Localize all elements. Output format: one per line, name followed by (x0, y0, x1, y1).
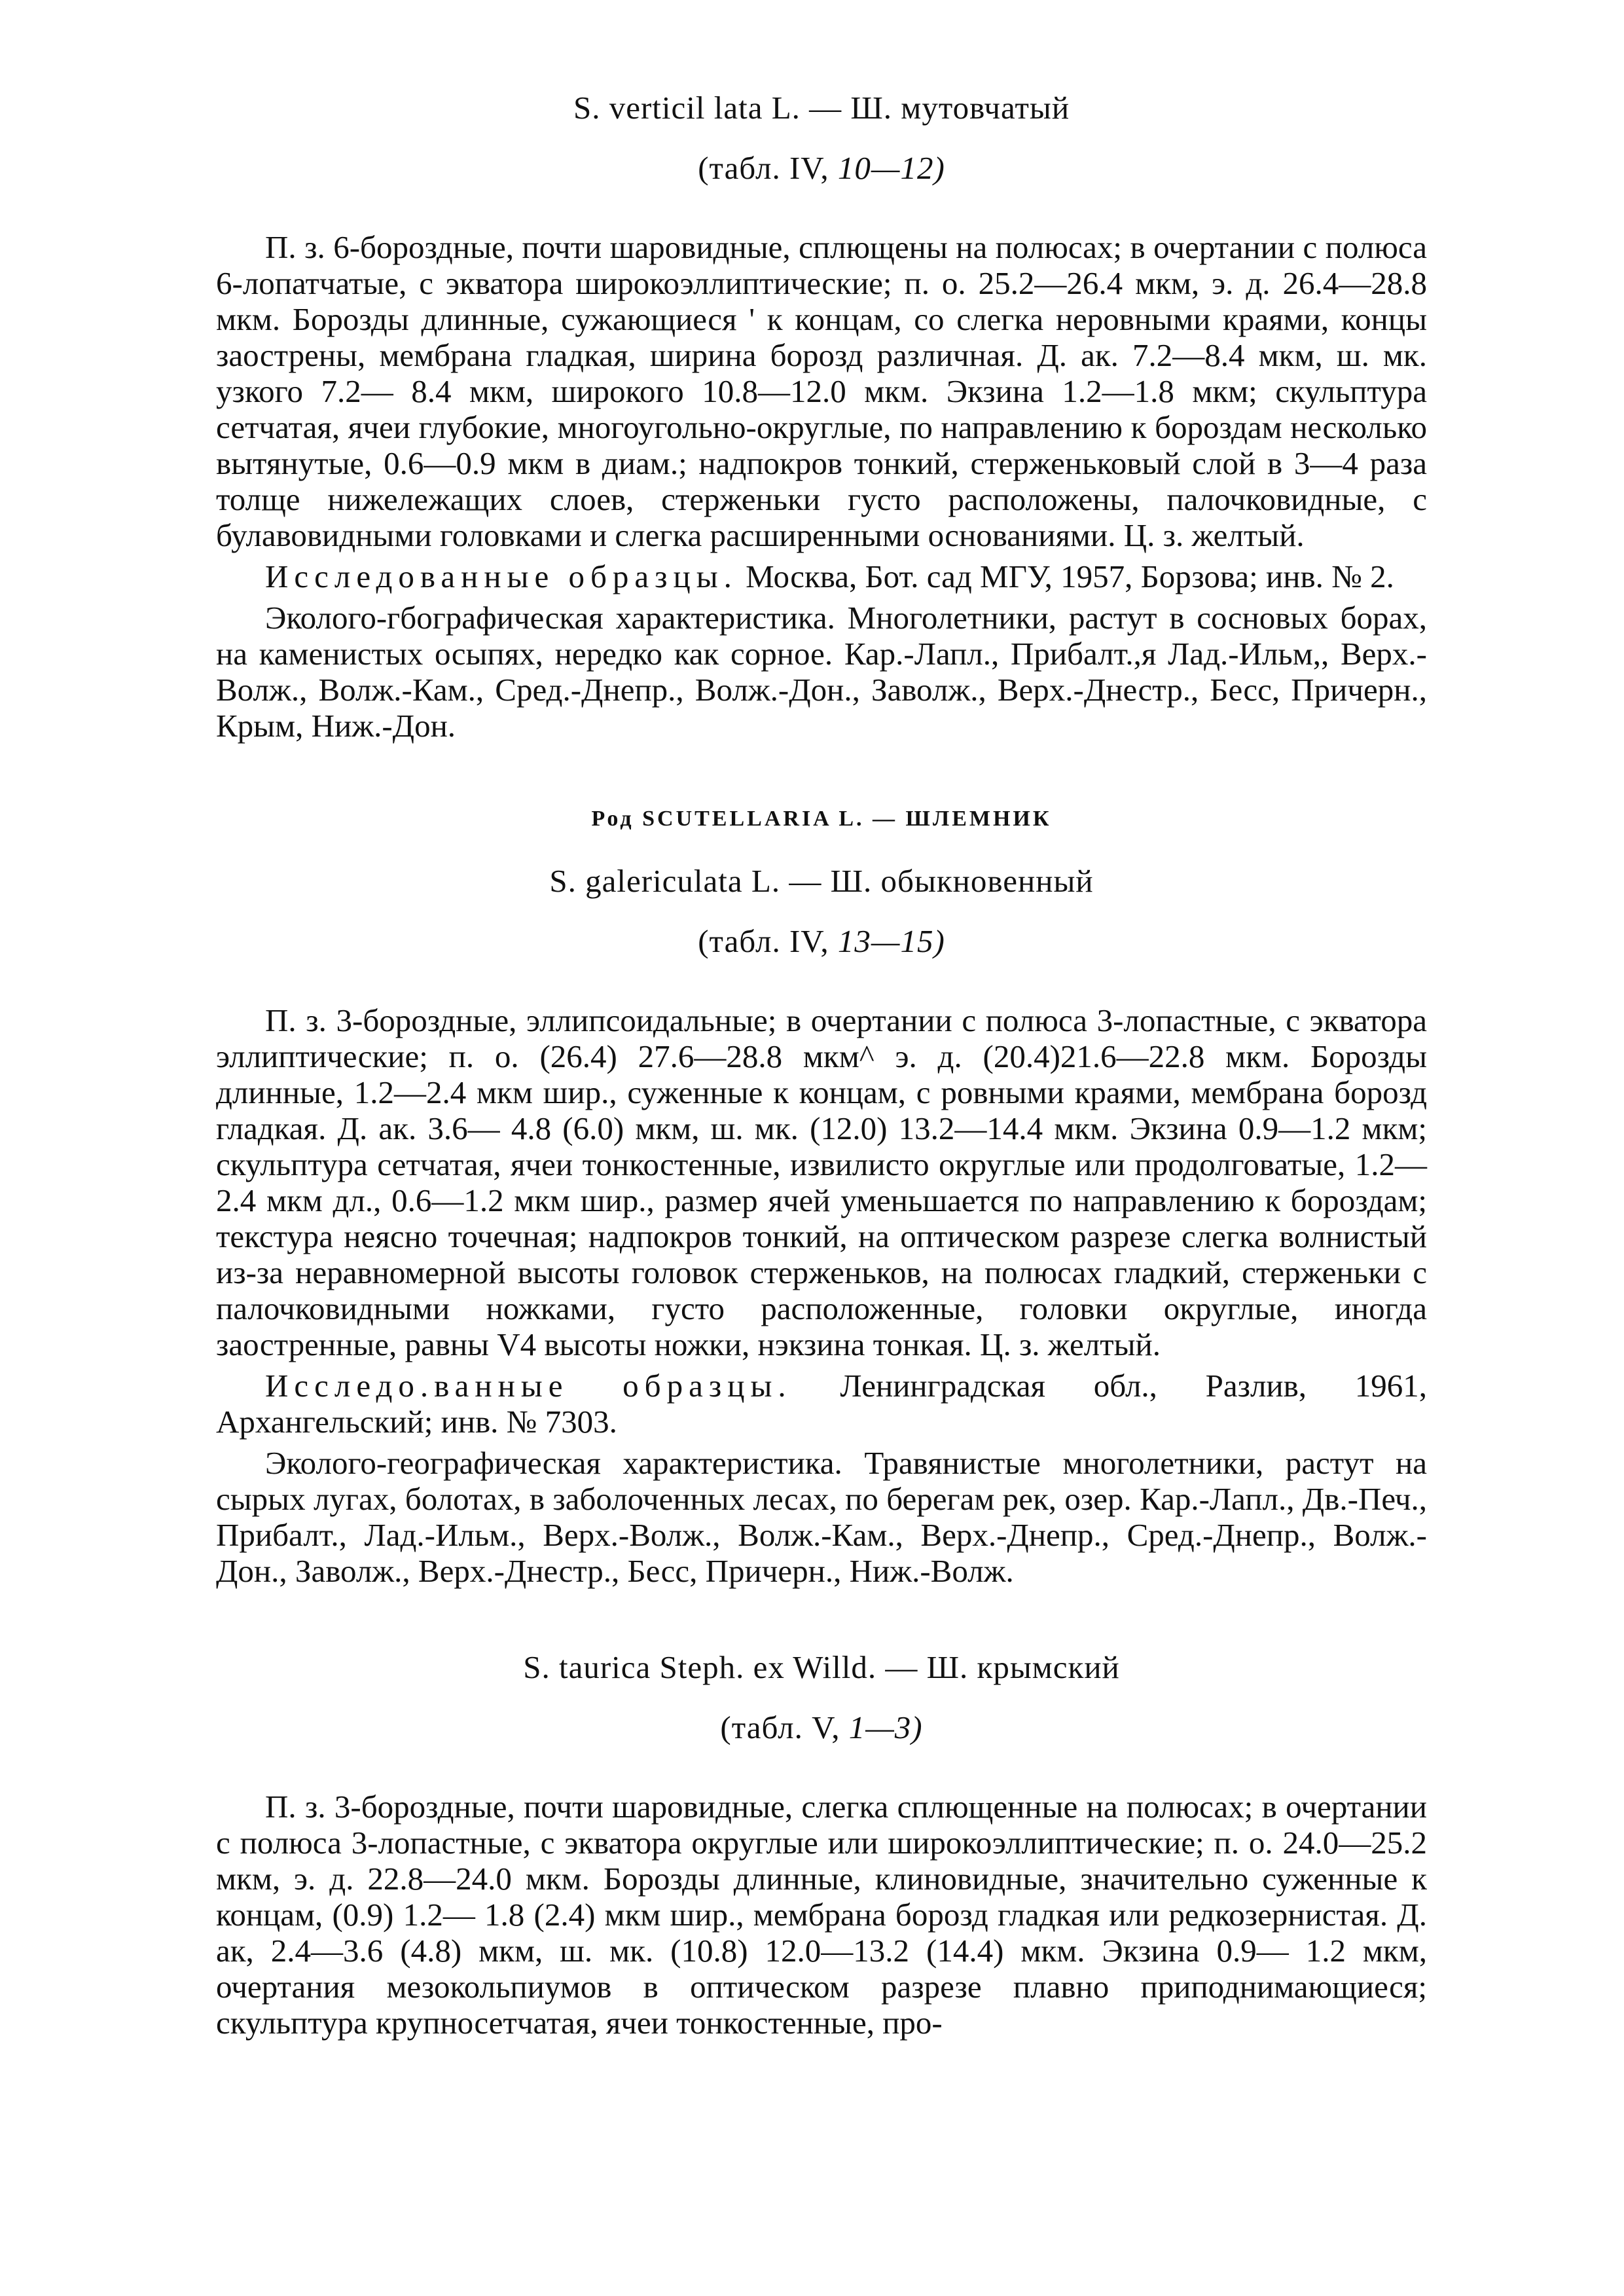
samples-text: Москва, Бот. сад МГУ, 1957, Борзова; инв. № 2. (737, 558, 1394, 594)
plate-numbers: 13—15) (837, 923, 945, 959)
samples-label: Исследованные образцы. (265, 558, 738, 594)
pollen-description: П. з. 3-бороздные, почти шаровидные, слегка сплющенные на полюсах; в очертании с полюса 3-лопастные, с экватора округлые или широкоэллиптические; п. о. 24.0—25.2 мкм, э. д. 22.8—24.0 мкм. Борозды длинные, клиновидные, значительно суженные к концам, (0.9) 1.2— 1.8 (2.4) мкм шир., мембрана борозд гладкая или редкозернистая. Д. ак, 2.4—3.6 (4.8) мкм, ш. мк. (10.8) 12.0—13.2 (14.4) мкм. Экзина 0.9— 1.2 мкм, очертания мезокольпиумов в оптическом разрезе плавно приподнимающиеся; скульптура крупносетчатая, ячеи тонкостенные, про- (216, 1789, 1427, 2041)
species-entry-verticillata (216, 85, 1427, 744)
plate-numbers: 1—3) (848, 1709, 923, 1745)
ecology-paragraph: Эколого-гбографическая характеристика. Многолетники, растут в сосновых борах, на каменистых осыпях, нередко как сорное. Кар.-Лапл., Прибалт.,я Лад.-Ильм,, Верх.-Волж., Волж.-Кам., Сред.-Днепр., Волж.-Дон., Заволж., Верх.-Днестр., Бесс, Причерн., Крым, Ниж.-Дон. (216, 600, 1427, 744)
species-title: S. verticil lata L. — Ш. мутовчатый (573, 90, 1070, 126)
pollen-description: П. з. 3-бороздные, эллипсоидальные; в очертании с полюса 3-лопастные, с экватора эллиптические; п. о. (26.4) 27.6—28.8 мкм^ э. д. (20.4)21.6—22.8 мкм. Борозды длинные, 1.2—2.4 мкм шир., суженные к концам, с ровными краями, мембрана борозд гладкая. Д. ак. 3.6— 4.8 (6.0) мкм, ш. мк. (12.0) 13.2—14.4 мкм. Экзина 0.9—1.2 мкм; скульптура сетчатая, ячеи тонкостенные, извилисто округлые или продолговатые, 1.2—2.4 мкм дл., 0.6—1.2 мкм шир., размер ячей уменьшается по направлению к бороздам; текстура неясно точечная; надпокров тонкий, на оптическом разрезе слегка волнистый из-за неравномерной высоты головок стерженьков, на полюсах гладкий, стерженьки с палочковидными ножками, густо расположенные, головки округлые, иногда заостренные, равны V4 высоты ножки, нэкзина тонкая. Ц. з. желтый. (216, 1002, 1427, 1362)
document-page (216, 85, 1427, 2041)
samples-label: Исследо.ванные образцы. (265, 1368, 792, 1404)
pollen-description: П. з. 6-бороздные, почти шаровидные, сплющены на полюсах; в очертании с полюса 6-лопатчатые, с экватора широкоэллиптические; п. о. 25.2—26.4 мкм, э. д. 26.4—28.8 мкм. Борозды длинные, сужающиеся ' к концам, со слегка неровными краями, концы заострены, мембрана гладкая, ширина борозд различная. Д. ак. 7.2—8.4 мкм, ш. мк. узкого 7.2— 8.4 мкм, широкого 10.8—12.0 мкм. Экзина 1.2—1.8 мкм; скульптура сетчатая, ячеи глубокие, многоугольно-округлые, по направлению к бороздам несколько вытянутые, 0.6—0.9 мкм в диам.; надпокров тонкий, стерженьковый слой в 3—4 раза толще нижележащих слоев, стерженьки густо расположены, палочковидные, с булавовидными головками и слегка расширенными основаниями. Ц. з. желтый. (216, 229, 1427, 553)
plate-numbers: 10—12) (837, 150, 945, 186)
plate-reference-prefix: (табл. IV, (698, 923, 838, 959)
plate-reference-prefix: (табл. V, (720, 1709, 849, 1745)
plate-reference (216, 1705, 1427, 1751)
species-title: S. galericulata L. — Ш. обыкновенный (549, 863, 1094, 899)
genus-heading: Род SCUTELLARIA L. — ШЛЕМНИК (591, 807, 1052, 831)
samples-paragraph (216, 558, 1427, 594)
plate-reference (216, 145, 1427, 191)
species-entry-galericulata (216, 858, 1427, 1589)
samples-paragraph (216, 1368, 1427, 1440)
plate-reference (216, 919, 1427, 964)
samples-text: Ленинградская обл., Разлив, 1961, Архангельский; инв. № 7303. (216, 1368, 1427, 1440)
plate-reference-prefix: (табл. IV, (698, 150, 838, 186)
ecology-paragraph: Эколого-географическая характеристика. Травянистые многолетники, растут на сырых лугах, болотах, в заболоченных лесах, по берегам рек, озер. Кар.-Лапл., Дв.-Печ., Прибалт., Лад.-Ильм., Верх.-Волж., Волж.-Кам., Верх.-Днепр., Сред.-Днепр., Волж.-Дон., Заволж., Верх.-Днестр., Бесс, Причерн., Ниж.-Волж. (216, 1445, 1427, 1589)
species-entry-taurica (216, 1645, 1427, 2041)
species-title: S. taurica Steph. ex Willd. — Ш. крымский (523, 1649, 1120, 1685)
